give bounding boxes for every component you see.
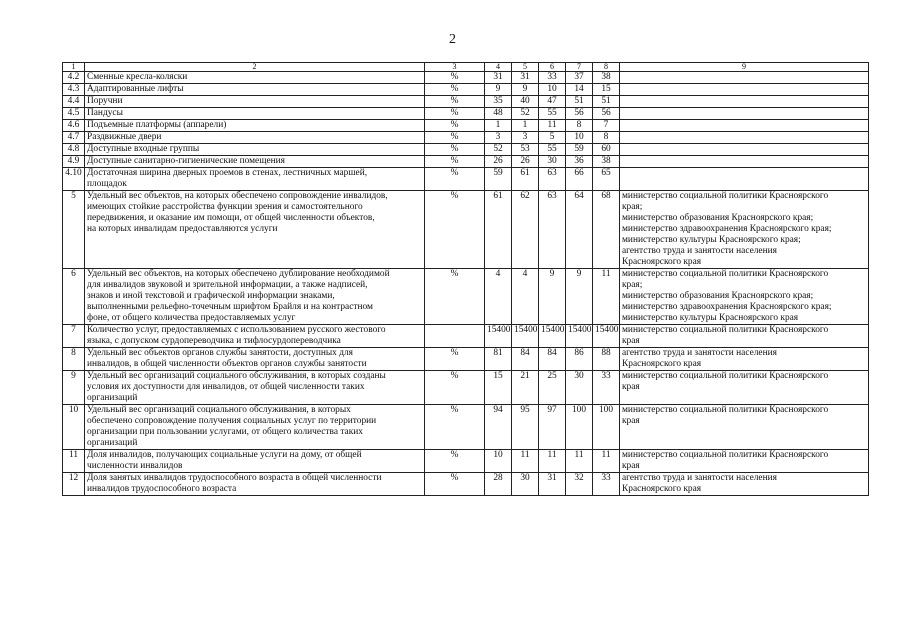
table-row xyxy=(63,191,869,269)
value-cell: 52 xyxy=(485,144,512,156)
value-cell: 7 xyxy=(593,120,620,132)
header-cell: 2 xyxy=(85,63,425,72)
responsible-org: агентство труда и занятости населения Красноярского края xyxy=(620,348,869,371)
value-cell: 10 xyxy=(539,84,566,96)
responsible-org: агентство труда и занятости населения Красноярского края xyxy=(620,473,869,496)
row-number: 4.8 xyxy=(63,144,85,156)
indicator-name: Доля инвалидов, получающих социальные услуги на дому, от общей численности инвалидов xyxy=(85,450,425,473)
value-cell: 4 xyxy=(512,269,539,325)
responsible-org: министерство социальной политики Красноярского края; министерство образования Красноярского края; министерство здравоохранения Красноярского края; министерство культуры Красноярского края; агентство труда и занятости населения Красноярского края xyxy=(620,191,869,269)
unit-cell: % xyxy=(425,450,485,473)
table-row xyxy=(63,450,869,473)
value-cell: 33 xyxy=(539,72,566,84)
row-number: 6 xyxy=(63,269,85,325)
row-number: 7 xyxy=(63,325,85,348)
indicator-name: Удельный вес организаций социального обслуживания, в которых обеспечено сопровождение получения социальных услуг по территории организации при пользовании услугами, от общего количества таких организаций xyxy=(85,405,425,450)
row-number: 8 xyxy=(63,348,85,371)
table-row xyxy=(63,156,869,168)
value-cell: 51 xyxy=(566,96,593,108)
value-cell: 10 xyxy=(566,132,593,144)
value-cell: 32 xyxy=(566,473,593,496)
responsible-org xyxy=(620,84,869,96)
value-cell: 61 xyxy=(485,191,512,269)
value-cell: 21 xyxy=(512,371,539,405)
header-cell: 1 xyxy=(63,63,85,72)
unit-cell: % xyxy=(425,84,485,96)
value-cell: 30 xyxy=(512,473,539,496)
value-cell: 11 xyxy=(593,269,620,325)
row-number: 12 xyxy=(63,473,85,496)
table-row xyxy=(63,108,869,120)
value-cell: 38 xyxy=(593,72,620,84)
responsible-org xyxy=(620,156,869,168)
value-cell: 30 xyxy=(539,156,566,168)
indicator-name: Достаточная ширина дверных проемов в стенах, лестничных маршей, площадок xyxy=(85,168,425,191)
unit-cell: % xyxy=(425,191,485,269)
value-cell: 5 xyxy=(539,132,566,144)
value-cell: 68 xyxy=(593,191,620,269)
responsible-org xyxy=(620,144,869,156)
responsible-org xyxy=(620,96,869,108)
unit-cell: % xyxy=(425,156,485,168)
value-cell: 10 xyxy=(485,450,512,473)
responsible-org xyxy=(620,108,869,120)
table-row xyxy=(63,269,869,325)
value-cell: 9 xyxy=(539,269,566,325)
value-cell: 26 xyxy=(485,156,512,168)
table-row xyxy=(63,348,869,371)
table-row xyxy=(63,120,869,132)
value-cell: 3 xyxy=(512,132,539,144)
table-row xyxy=(63,84,869,96)
value-cell: 11 xyxy=(512,450,539,473)
row-number: 4.5 xyxy=(63,108,85,120)
responsible-org: министерство социальной политики Красноярского края xyxy=(620,325,869,348)
table-row xyxy=(63,72,869,84)
value-cell: 25 xyxy=(539,371,566,405)
value-cell: 11 xyxy=(593,450,620,473)
value-cell: 63 xyxy=(539,168,566,191)
value-cell: 26 xyxy=(512,156,539,168)
row-number: 4.10 xyxy=(63,168,85,191)
value-cell: 40 xyxy=(512,96,539,108)
value-cell: 97 xyxy=(539,405,566,450)
value-cell: 86 xyxy=(566,348,593,371)
value-cell: 53 xyxy=(512,144,539,156)
unit-cell: % xyxy=(425,96,485,108)
value-cell: 52 xyxy=(512,108,539,120)
row-number: 11 xyxy=(63,450,85,473)
table-row xyxy=(63,96,869,108)
indicators-table xyxy=(62,62,869,496)
value-cell: 35 xyxy=(485,96,512,108)
value-cell: 62 xyxy=(512,191,539,269)
value-cell: 55 xyxy=(539,144,566,156)
value-cell: 64 xyxy=(566,191,593,269)
value-cell: 33 xyxy=(593,371,620,405)
header-cell: 4 xyxy=(485,63,512,72)
responsible-org: министерство социальной политики Красноярского края; министерство образования Красноярского края; министерство здравоохранения Красноярского края; министерство культуры Красноярского края xyxy=(620,269,869,325)
unit-cell: % xyxy=(425,405,485,450)
value-cell: 37 xyxy=(566,72,593,84)
table-row xyxy=(63,144,869,156)
value-cell: 15400 xyxy=(512,325,539,348)
value-cell: 11 xyxy=(539,450,566,473)
value-cell: 15400 xyxy=(485,325,512,348)
unit-cell: % xyxy=(425,269,485,325)
indicator-name: Подъемные платформы (аппарели) xyxy=(85,120,425,132)
value-cell: 59 xyxy=(485,168,512,191)
header-cell: 7 xyxy=(566,63,593,72)
value-cell: 31 xyxy=(485,72,512,84)
value-cell: 9 xyxy=(512,84,539,96)
value-cell: 15 xyxy=(593,84,620,96)
value-cell: 9 xyxy=(485,84,512,96)
row-number: 4.6 xyxy=(63,120,85,132)
row-number: 10 xyxy=(63,405,85,450)
value-cell: 15400 xyxy=(539,325,566,348)
header-cell: 5 xyxy=(512,63,539,72)
indicator-name: Пандусы xyxy=(85,108,425,120)
table-row xyxy=(63,132,869,144)
value-cell: 51 xyxy=(593,96,620,108)
indicator-name: Удельный вес организаций социального обслуживания, в которых созданы условия их доступности для инвалидов, от общей численности таких организаций xyxy=(85,371,425,405)
value-cell: 11 xyxy=(539,120,566,132)
value-cell: 56 xyxy=(593,108,620,120)
header-cell: 6 xyxy=(539,63,566,72)
indicator-name: Раздвижные двери xyxy=(85,132,425,144)
value-cell: 1 xyxy=(512,120,539,132)
value-cell: 3 xyxy=(485,132,512,144)
responsible-org xyxy=(620,132,869,144)
row-number: 5 xyxy=(63,191,85,269)
table-header-row xyxy=(63,63,869,72)
value-cell: 55 xyxy=(539,108,566,120)
value-cell: 100 xyxy=(593,405,620,450)
responsible-org: министерство социальной политики Красноярского края xyxy=(620,405,869,450)
indicator-name: Сменные кресла-коляски xyxy=(85,72,425,84)
value-cell: 31 xyxy=(539,473,566,496)
responsible-org xyxy=(620,72,869,84)
value-cell: 8 xyxy=(566,120,593,132)
responsible-org: министерство социальной политики Красноярского края xyxy=(620,371,869,405)
indicator-name: Доля занятых инвалидов трудоспособного возраста в общей численности инвалидов трудоспособного возраста xyxy=(85,473,425,496)
table-row xyxy=(63,371,869,405)
value-cell: 33 xyxy=(593,473,620,496)
value-cell: 36 xyxy=(566,156,593,168)
value-cell: 11 xyxy=(566,450,593,473)
value-cell: 48 xyxy=(485,108,512,120)
row-number: 9 xyxy=(63,371,85,405)
value-cell: 60 xyxy=(593,144,620,156)
value-cell: 28 xyxy=(485,473,512,496)
responsible-org: министерство социальной политики Красноярского края xyxy=(620,450,869,473)
indicator-name: Удельный вес объектов, на которых обеспечено сопровождение инвалидов, имеющих стойкие расстройства функции зрения и самостоятельного передвижения, и оказание им помощи, от общей численности объектов, на которых инвалидам предоставляются услуги xyxy=(85,191,425,269)
value-cell: 66 xyxy=(566,168,593,191)
row-number: 4.2 xyxy=(63,72,85,84)
value-cell: 15 xyxy=(485,371,512,405)
row-number: 4.7 xyxy=(63,132,85,144)
unit-cell: % xyxy=(425,72,485,84)
value-cell: 15400 xyxy=(566,325,593,348)
indicator-name: Количество услуг, предоставляемых с использованием русского жестового языка, с допуском сурдопереводчика и тифлосурдопереводчика xyxy=(85,325,425,348)
unit-cell: % xyxy=(425,473,485,496)
value-cell: 8 xyxy=(593,132,620,144)
unit-cell: % xyxy=(425,108,485,120)
indicator-name: Доступные санитарно-гигиенические помещения xyxy=(85,156,425,168)
header-cell: 8 xyxy=(593,63,620,72)
unit-cell: % xyxy=(425,132,485,144)
value-cell: 63 xyxy=(539,191,566,269)
unit-cell: % xyxy=(425,371,485,405)
value-cell: 65 xyxy=(593,168,620,191)
unit-cell: % xyxy=(425,348,485,371)
table-row xyxy=(63,405,869,450)
value-cell: 95 xyxy=(512,405,539,450)
value-cell: 14 xyxy=(566,84,593,96)
indicator-name: Адаптированные лифты xyxy=(85,84,425,96)
table-row xyxy=(63,168,869,191)
unit-cell: % xyxy=(425,144,485,156)
indicator-name: Доступные входные группы xyxy=(85,144,425,156)
value-cell: 31 xyxy=(512,72,539,84)
value-cell: 1 xyxy=(485,120,512,132)
header-cell: 9 xyxy=(620,63,869,72)
value-cell: 15400 xyxy=(593,325,620,348)
table-row xyxy=(63,473,869,496)
indicator-name: Удельный вес объектов, на которых обеспечено дублирование необходимой для инвалидов звуковой и зрительной информации, а также надписей, знаков и иной текстовой и графической информации знаками, выполненными рельефно-точечным шрифтом Брайля и на контрастном фоне, от общего количества предоставляемых услуг xyxy=(85,269,425,325)
row-number: 4.4 xyxy=(63,96,85,108)
header-cell: 3 xyxy=(425,63,485,72)
value-cell: 84 xyxy=(512,348,539,371)
table-row xyxy=(63,325,869,348)
unit-cell: % xyxy=(425,120,485,132)
value-cell: 94 xyxy=(485,405,512,450)
value-cell: 61 xyxy=(512,168,539,191)
value-cell: 47 xyxy=(539,96,566,108)
value-cell: 84 xyxy=(539,348,566,371)
value-cell: 81 xyxy=(485,348,512,371)
unit-cell xyxy=(425,325,485,348)
unit-cell: % xyxy=(425,168,485,191)
indicator-name: Поручни xyxy=(85,96,425,108)
row-number: 4.9 xyxy=(63,156,85,168)
indicator-name: Удельный вес объектов органов службы занятости, доступных для инвалидов, в общей численности объектов органов службы занятости xyxy=(85,348,425,371)
row-number: 4.3 xyxy=(63,84,85,96)
value-cell: 4 xyxy=(485,269,512,325)
responsible-org xyxy=(620,120,869,132)
responsible-org xyxy=(620,168,869,191)
value-cell: 88 xyxy=(593,348,620,371)
value-cell: 59 xyxy=(566,144,593,156)
page-number: 2 xyxy=(449,32,456,47)
table-body xyxy=(63,72,869,496)
value-cell: 38 xyxy=(593,156,620,168)
value-cell: 9 xyxy=(566,269,593,325)
value-cell: 100 xyxy=(566,405,593,450)
value-cell: 30 xyxy=(566,371,593,405)
value-cell: 56 xyxy=(566,108,593,120)
